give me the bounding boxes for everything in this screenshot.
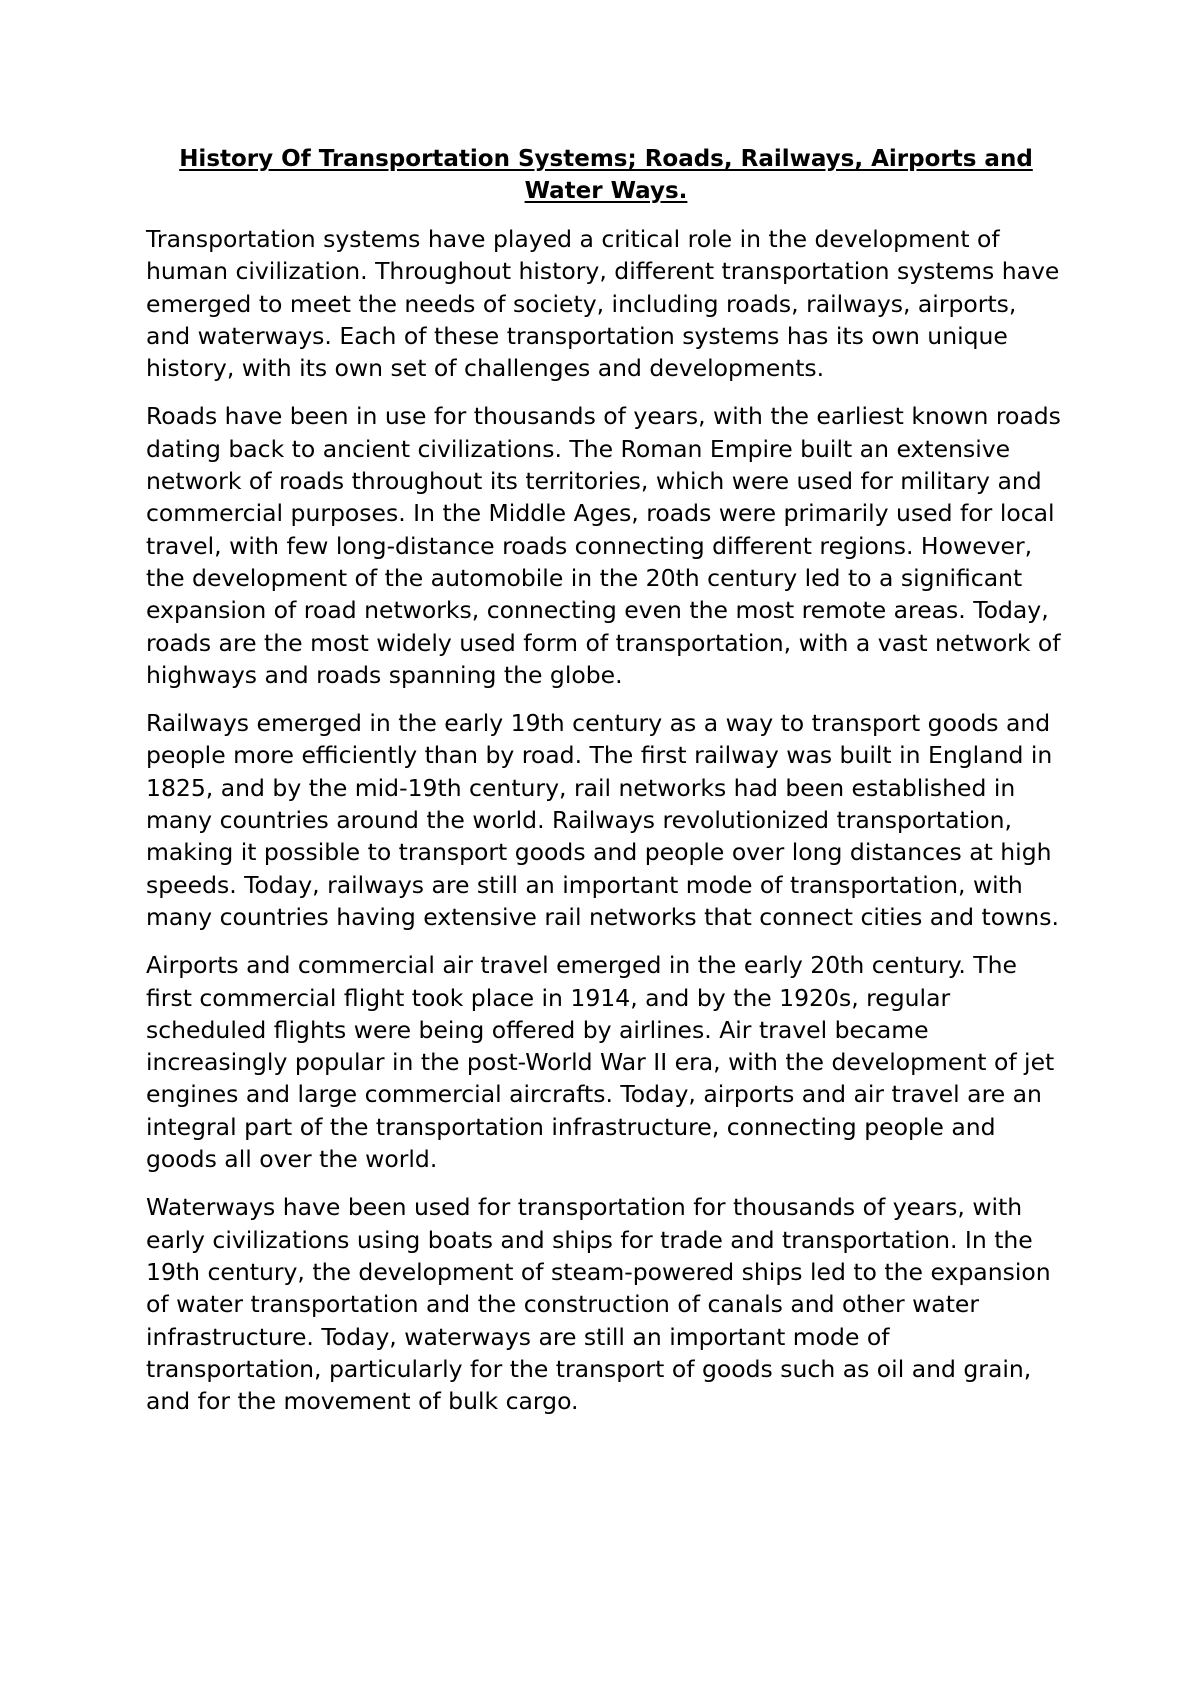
- paragraph-airports: Airports and commercial air travel emerged in the early 20th century. The first commercial flight took place in 1914, and by the 1920s, regular scheduled flights were being offered by airlines. Air travel became increasingly popular in the post-World War II era, with the development of jet engines and large commercial aircrafts. Today, airports and air travel are an integral part of the transportation infrastructure, connecting people and goods all over the world.: [146, 951, 1055, 1174]
- document-title: History Of Transportation Systems; Roads, Railways, Airports and Water Ways.: [179, 146, 1033, 204]
- paragraph-waterways: Waterways have been used for transportation for thousands of years, with early civilizations using boats and ships for trade and transportation. In the 19th century, the development of steam-powered ships led to the expansion of water transportation and the construction of canals and other water infrastructure. Today, waterways are still an important mode of transportation, particularly for the transport of goods such as oil and grain, and for the movement of bulk cargo.: [146, 1193, 1051, 1416]
- paragraph-intro: Transportation systems have played a critical role in the development of human civilization. Throughout history, different transportation systems have emerged to meet the needs of society, including roads, railways, airports, and waterways. Each of these transportation systems has its own unique history, with its own set of challenges and developments.: [146, 225, 1060, 383]
- paragraph-railways: Railways emerged in the early 19th century as a way to transport goods and people more efficiently than by road. The first railway was built in England in 1825, and by the mid-19th century, rail networks had been established in many countries around the world. Railways revolutionized transportation, making it possible to transport goods and people over long distances at high speeds. Today, railways are still an important mode of transportation, with many countries having extensive rail networks that connect cities and towns.: [146, 709, 1059, 931]
- paragraph-roads: Roads have been in use for thousands of years, with the earliest known roads dating back to ancient civilizations. The Roman Empire built an extensive network of roads throughout its territories, which were used for military and commercial purposes. In the Middle Ages, roads were primarily used for local travel, with few long-distance roads connecting different regions. However, the development of the automobile in the 20th century led to a significant expansion of road networks, connecting even the most remote areas. Today, roads are the most widely used form of transportation, with a vast network of highways and roads spanning the globe.: [146, 402, 1061, 689]
- document-body: [146, 143, 1066, 1433]
